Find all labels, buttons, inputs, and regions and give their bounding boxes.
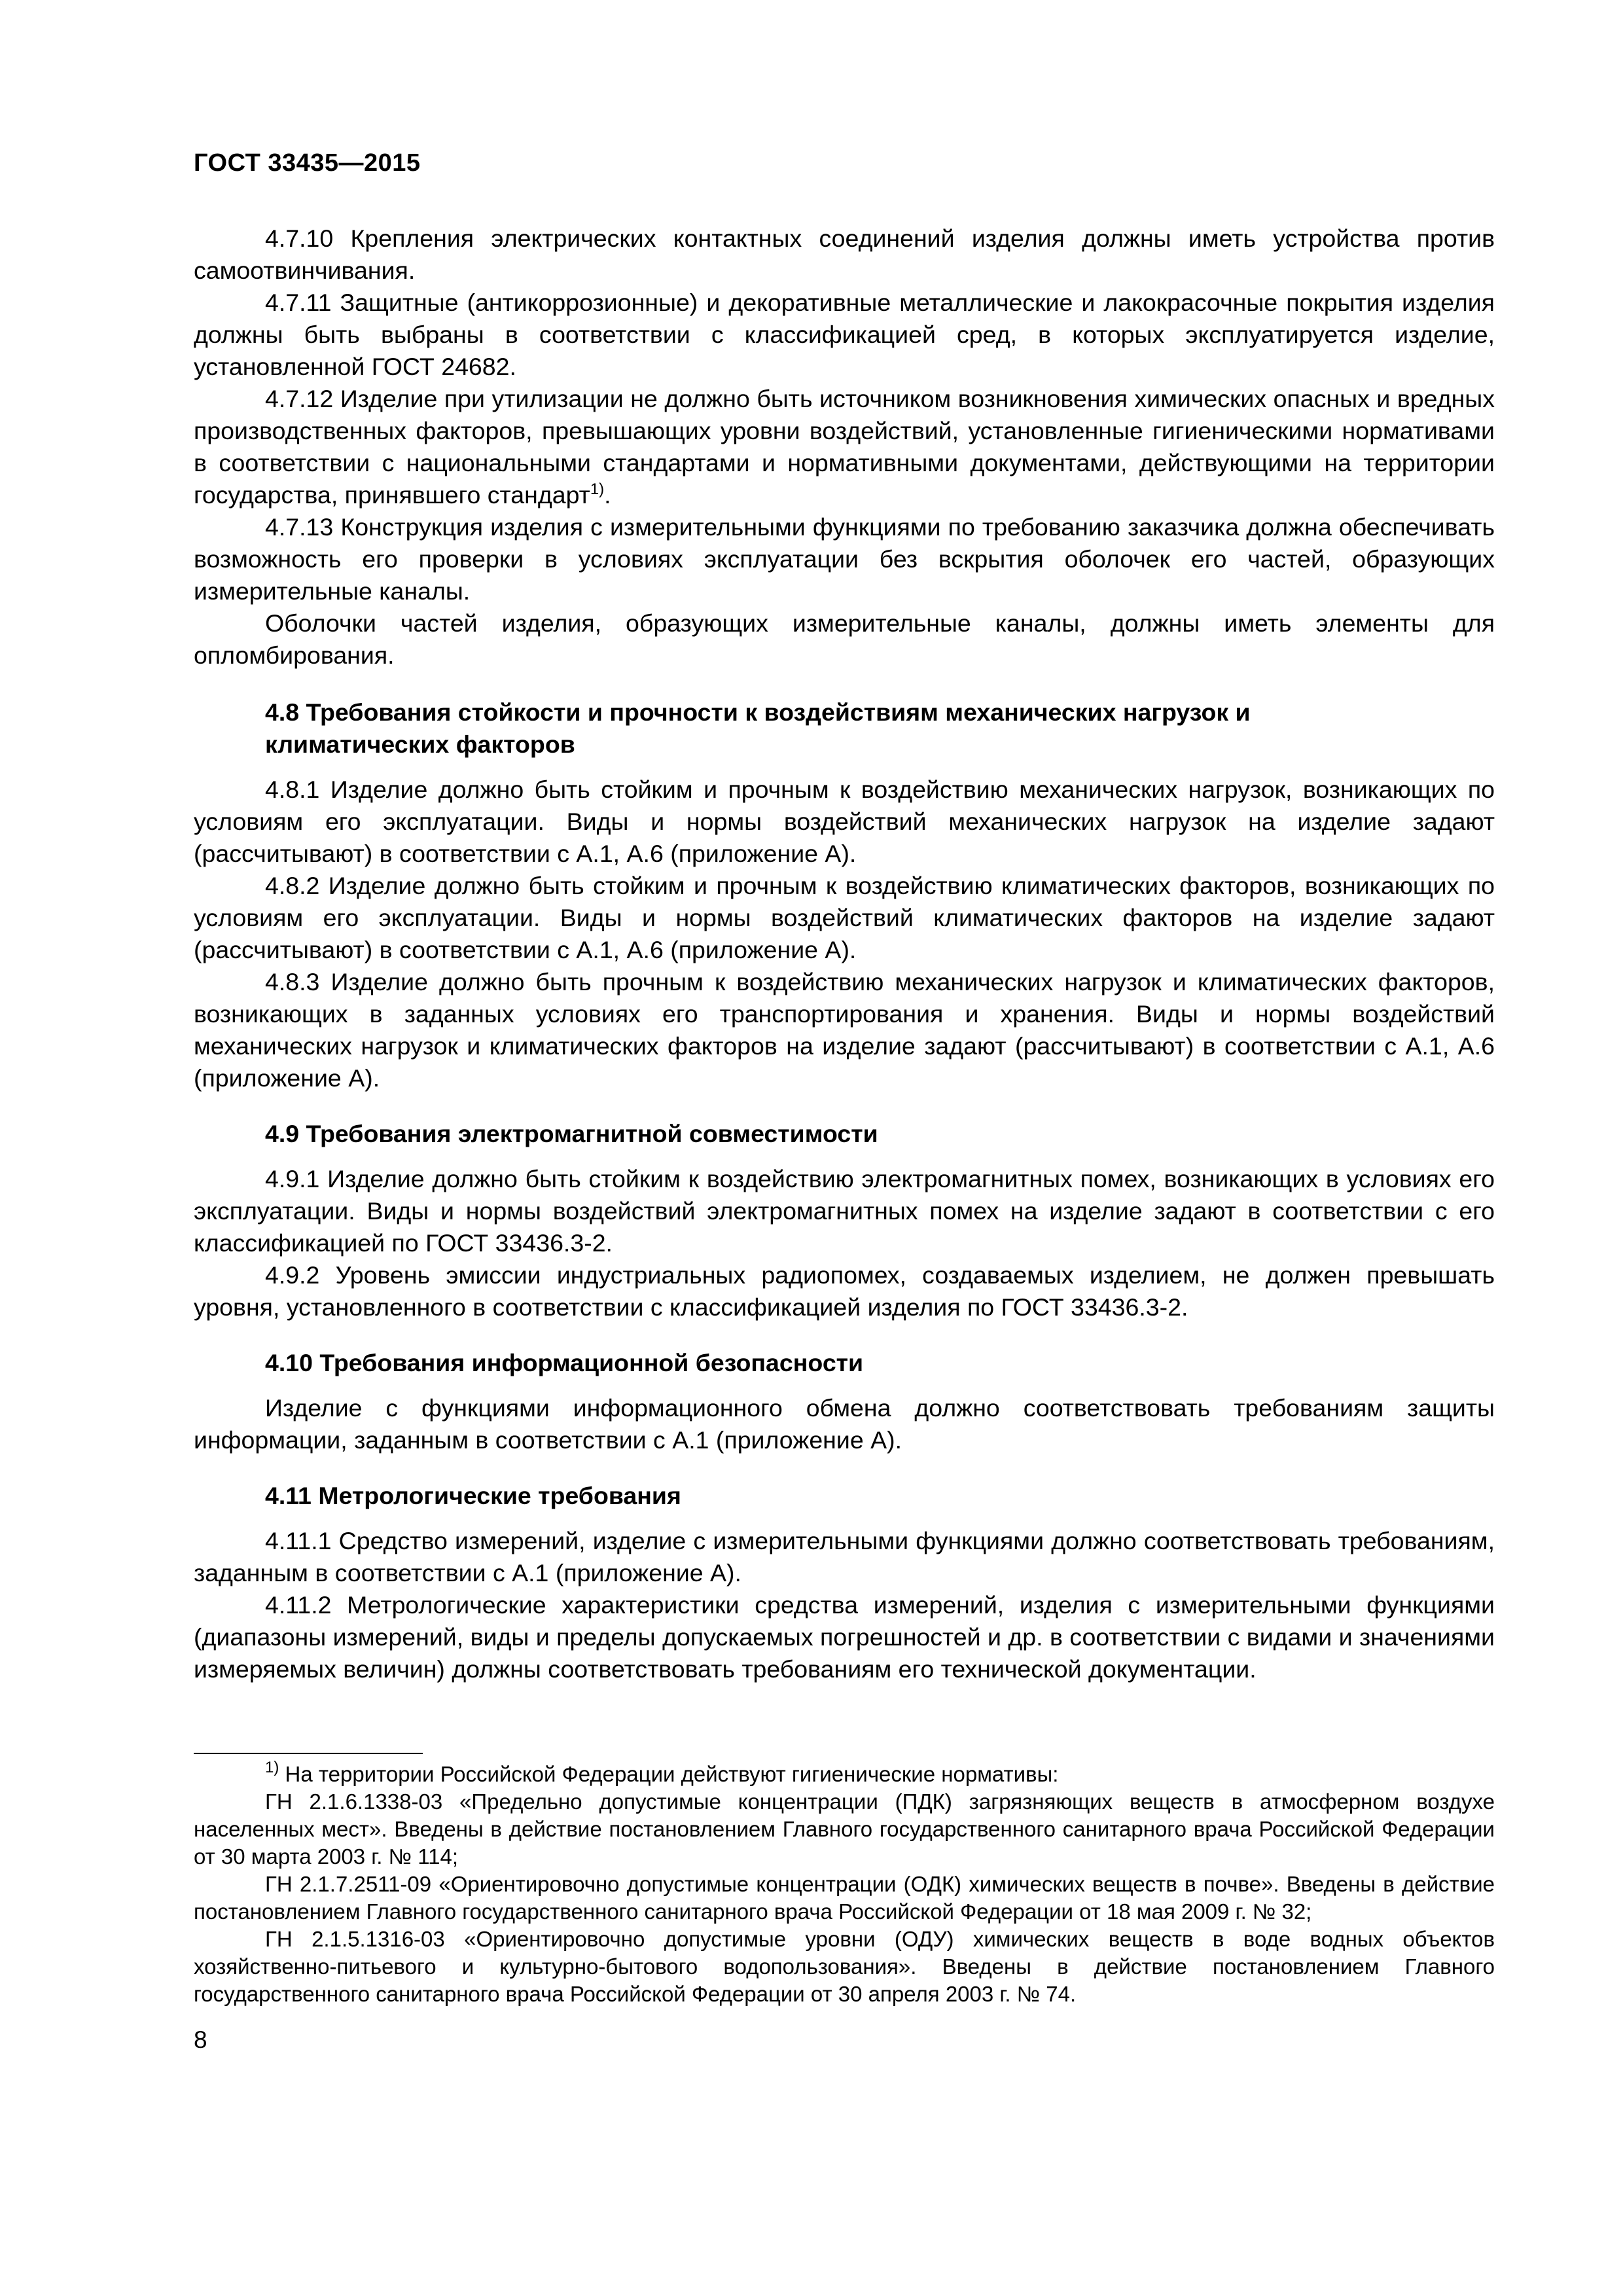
footnote-divider <box>194 1753 423 1754</box>
main-text <box>194 223 1495 1685</box>
section-heading-4-8: 4.8 Требования стойкости и прочности к воздействиям механических нагрузок и климатических факторов <box>265 698 1251 758</box>
footnote-gn-2: ГН 2.1.7.2511-09 «Ориентировочно допустимые концентрации (ОДК) химических веществ в почве». Введены в действие постановлением Главного государственного санитарного врача Российской Федерации от 18 мая 2009 г. № 32; <box>194 1872 1495 1924</box>
clause-4-8-3: 4.8.3 Изделие должно быть прочным к воздействию механических нагрузок и климатических факторов, возникающих в заданных условиях его транспортирования и хранения. Виды и нормы воздействий механических нагрузок и климатических факторов на изделие задают (рассчитывают) в соответствии с А.1, А.6 (приложение А). <box>194 968 1495 1092</box>
footnote-gn-3: ГН 2.1.5.1316-03 «Ориентировочно допустимые уровни (ОДУ) химических веществ в воде водных объектов хозяйственно-питьевого и культурно-бытового водопользования». Введены в действие постановлением Главного государственного санитарного врача Российской Федерации от 30 апреля 2003 г. № 74. <box>194 1927 1495 2006</box>
section-heading-4-9: 4.9 Требования электромагнитной совместимости <box>265 1120 878 1147</box>
clause-4-7-12 <box>194 383 1495 511</box>
clause-4-11-2: 4.11.2 Метрологические характеристики средства измерений, изделия с измерительными функциями (диапазоны измерений, виды и пределы допускаемых погрешностей и др. в соответствии с видами и значениями измеряемых величин) должны соответствовать требованиям его технической документации. <box>194 1591 1495 1683</box>
clause-4-7-13: 4.7.13 Конструкция изделия с измерительными функциями по требованию заказчика должна обеспечивать возможность его проверки в условиях эксплуатации без вскрытия оболочек его частей, образующих измерительные каналы. <box>194 513 1495 605</box>
clause-4-7-12-text: 4.7.12 Изделие при утилизации не должно быть источником возникновения химических опасных и вредных производственных факторов, превышающих уровни воздействий, установленные гигиеническими нормативами в соответствии с национальными стандартами и нормативными документами, действующими на территории государства, принявшего стандарт <box>194 385 1495 509</box>
clause-4-11-1: 4.11.1 Средство измерений, изделие с измерительными функциями должно соответствовать требованиям, заданным в соответствии с А.1 (приложение А). <box>194 1527 1495 1587</box>
footnote-intro <box>194 1761 1495 1788</box>
clause-4-7-10: 4.7.10 Крепления электрических контактных соединений изделия должны иметь устройства против самоотвинчивания. <box>194 224 1495 284</box>
clause-4-8-1: 4.8.1 Изделие должно быть стойким и прочным к воздействию механических нагрузок, возникающих по условиям его эксплуатации. Виды и нормы воздействий механических нагрузок на изделие задают (рассчитывают) в соответствии с А.1, А.6 (приложение А). <box>194 776 1495 867</box>
page-number: 8 <box>194 2026 207 2053</box>
footnote-gn-1: ГН 2.1.6.1338-03 «Предельно допустимые концентрации (ПДК) загрязняющих веществ в атмосферном воздухе населенных мест». Введены в действие постановлением Главного государственного санитарного врача Российской Федерации от 30 марта 2003 г. № 114; <box>194 1789 1495 1869</box>
document-id-header: ГОСТ 33435—2015 <box>194 149 421 177</box>
footnote-marker: 1) <box>265 1759 279 1776</box>
clause-4-8-2: 4.8.2 Изделие должно быть стойким и прочным к воздействию климатических факторов, возникающих по условиям его эксплуатации. Виды и нормы воздействий климатических факторов на изделие задают (рассчитывают) в соответствии с А.1, А.6 (приложение А). <box>194 872 1495 963</box>
footnotes <box>194 1761 1495 2008</box>
section-heading-4-10: 4.10 Требования информационной безопасности <box>265 1349 864 1376</box>
clause-4-10-text: Изделие с функциями информационного обмена должно соответствовать требованиям защиты информации, заданным в соответствии с А.1 (приложение А). <box>194 1394 1495 1454</box>
section-heading-4-11: 4.11 Метрологические требования <box>265 1482 681 1509</box>
footnote-reference: 1) <box>590 480 605 498</box>
clause-4-9-1: 4.9.1 Изделие должно быть стойким к воздействию электромагнитных помех, возникающих в условиях его эксплуатации. Виды и нормы воздействий электромагнитных помех на изделие задают в соответствии с его классификацией по ГОСТ 33436.3-2. <box>194 1165 1495 1257</box>
clause-4-7-11: 4.7.11 Защитные (антикоррозионные) и декоративные металлические и лакокрасочные покрытия изделия должны быть выбраны в соответствии с классификацией сред, в которых эксплуатируется изделие, установленной ГОСТ 24682. <box>194 289 1495 380</box>
footnote-intro-text: На территории Российской Федерации действуют гигиенические нормативы: <box>279 1762 1059 1786</box>
clause-4-9-2: 4.9.2 Уровень эмиссии индустриальных радиопомех, создаваемых изделием, не должен превышать уровня, установленного в соответствии с классификацией изделия по ГОСТ 33436.3-2. <box>194 1261 1495 1321</box>
clause-4-7-12-end: . <box>604 481 611 509</box>
clause-4-7-13-continuation: Оболочки частей изделия, образующих измерительные каналы, должны иметь элементы для опломбирования. <box>194 609 1495 669</box>
